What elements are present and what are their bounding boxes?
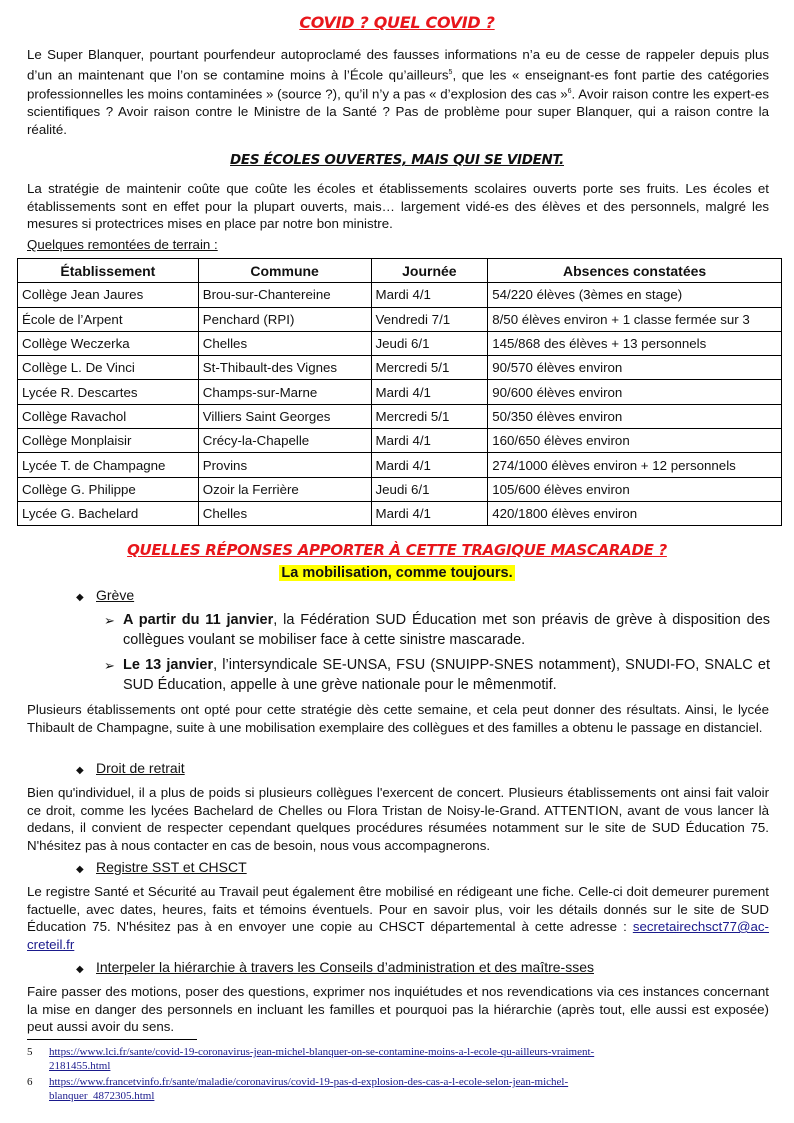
footnote-separator [27,1039,197,1040]
table-row [18,307,782,331]
highlight-line [0,564,794,582]
table-row [18,501,782,525]
footnote-number: 6 [27,1076,33,1088]
cell-journee: Mardi 4/1 [371,453,488,477]
greve-item-2-bold: Le 13 janvier [123,657,214,673]
bullet-hierarchie [76,959,594,975]
intro-paragraph [27,46,769,138]
absences-table [17,258,782,526]
footnote-5 [27,1045,747,1073]
table-row [18,429,782,453]
arrow-bullet-icon: ➢ [104,613,115,628]
bullet-retrait-label: Droit de retrait [96,760,185,776]
cell-commune: St-Thibault-des Vignes [198,356,371,380]
footnote-ref-5[interactable]: 5 [448,68,453,76]
cell-etablissement: Collège G. Philippe [18,477,199,501]
cell-commune: Penchard (RPI) [198,307,371,331]
arrow-bullet-icon: ➢ [104,658,115,673]
cell-commune: Chelles [198,331,371,355]
cell-absences: 90/570 élèves environ [488,356,782,380]
bullet-greve [76,587,134,603]
footnote-6 [27,1075,747,1103]
registre-text: Le registre Santé et Sécurité au Travail peut également être mobilisé en rédigeant une fiche. Celle-ci doit demeurer purement factuelle, avec dates, heures, faits et témoins éventuels. Pour en savoir plus, voir les détails donnés sur le site de SUD Éducation 75. N'hésitez pas à en envoyer une copie au CHSCT départemental à cette adresse : [27,884,769,934]
header-etablissement: Établissement [18,259,199,283]
cell-commune: Villiers Saint Georges [198,404,371,428]
table-row [18,283,782,307]
cell-etablissement: Collège Ravachol [18,404,199,428]
cell-commune: Provins [198,453,371,477]
greve-item-1-text: , la Fédération SUD Éducation met son préavis de grève à disposition des collègues voulant se mobiliser face à cette sinistre mascarade. [123,612,771,648]
greve-paragraph: Plusieurs établissements ont opté pour cette stratégie dès cette semaine, et cela peut donner des résultats. Ainsi, le lycée Thibault de Champagne, suite à une mobilisation exemplaire des collègues et des familles a obtenu le passage en distanciel. [27,702,769,735]
table-row [18,356,782,380]
cell-journee: Jeudi 6/1 [371,331,488,355]
cell-absences: 105/600 élèves environ [488,477,782,501]
table-row [18,453,782,477]
cell-commune: Brou-sur-Chantereine [198,283,371,307]
footnote-5-link-cont[interactable]: 2181455.html [49,1060,111,1072]
cell-commune: Chelles [198,501,371,525]
table-row [18,380,782,404]
cell-absences: 90/600 élèves environ [488,380,782,404]
chsct-email-link[interactable]: secretairechsct77@ac-creteil.fr [27,919,769,952]
cell-commune: Ozoir la Ferrière [198,477,371,501]
bullet-greve-label: Grève [96,587,135,603]
greve-item-2 [104,656,770,695]
retrait-paragraph: Bien qu'individuel, il a plus de poids si plusieurs collègues l'exercent de concert. Plusieurs établissements ont ainsi fait valoir ce droit, comme les lycées Bachelard de Chelles ou Flora Tristan de Noisy-le-Grand. ATTENTION, avant de vous lancer là dedans, il convient de respecter cependant quelques procédures résumées notamment sur le site de SUD Éducation 75. N'hésitez pas à nous contacter en cas de besoin, nous vous accompagnerons. [27,785,769,853]
cell-absences: 274/1000 élèves environ + 12 personnels [488,453,782,477]
diamond-bullet-icon: ◆ [76,864,84,875]
cell-journee: Mardi 4/1 [371,501,488,525]
bullet-registre-label: Registre SST et CHSCT [96,859,247,875]
registre-paragraph [27,883,769,953]
cell-journee: Mardi 4/1 [371,283,488,307]
cell-etablissement: Lycée T. de Champagne [18,453,199,477]
cell-etablissement: Collège Monplaisir [18,429,199,453]
cell-absences: 160/650 élèves environ [488,429,782,453]
cell-journee: Jeudi 6/1 [371,477,488,501]
cell-absences: 145/868 des élèves + 13 personnels [488,331,782,355]
footnote-6-link[interactable]: https://www.francetvinfo.fr/sante/maladie/coronavirus/covid-19-pas-d-explosion-des-cas-a-l-ecole-selon-jean-michel- [49,1076,569,1088]
diamond-bullet-icon: ◆ [76,765,84,776]
greve-item-1-bold: A partir du 11 janvier [123,612,274,628]
cell-absences: 8/50 élèves environ + 1 classe fermée sur 3 [488,307,782,331]
title-covid: COVID ? QUEL COVID ? [299,13,495,32]
bullet-retrait [76,760,185,776]
cell-etablissement: Collège Weczerka [18,331,199,355]
cell-journee: Mardi 4/1 [371,429,488,453]
hierarchie-paragraph: Faire passer des motions, poser des questions, exprimer nos inquiétudes et nos revendications via ces instances concernant la mise en danger des personnels en incluant les familles et pourquoi pas la hiérarchie (après tout, elle aussi est exposée) peut aussi avoir du sens. [27,984,769,1034]
cell-absences: 50/350 élèves environ [488,404,782,428]
diamond-bullet-icon: ◆ [76,592,84,603]
intro-text-b: , que les « enseignant-es font partie des catégories professionnelles les moins contaminées » (source ?), qu’il n’y a pas « d’explosion des cas » [27,66,770,102]
header-commune: Commune [198,259,371,283]
strategy-paragraph: La stratégie de maintenir coûte que coûte les écoles et établissements scolaires ouverts porte ses fruits. Les écoles et établissements sont en effet pour la plupart ouverts, mais… largement vidé-es des élèves et des personnels, malgré les mesures si protectrices mises en place par notre bon ministre. [27,181,769,231]
greve-item-1 [104,611,770,650]
title-ecoles: DES ÉCOLES OUVERTES, MAIS QUI SE VIDENT. [230,152,564,168]
intro-text-c: . Avoir raison contre les expert-es scientifiques ? Avoir raison contre le Ministre de la Santé ? Pas de problème pour super Blanquer, qui a raison contre la réalité. [27,86,769,137]
cell-commune: Champs-sur-Marne [198,380,371,404]
intro-text-a: Le Super Blanquer, pourtant pourfendeur autoproclamé des fausses informations n’a eu de cesse de rappeler depuis plus d’un an maintenant que l’on se contamine moins à l’École qu’ailleurs [27,47,769,82]
footnote-6-link-cont[interactable]: blanquer_4872305.html [49,1090,155,1102]
bullet-registre [76,859,247,875]
cell-commune: Crécy-la-Chapelle [198,429,371,453]
highlight-text: La mobilisation, comme toujours. [281,565,513,581]
table-row [18,477,782,501]
diamond-bullet-icon: ◆ [76,964,84,975]
header-absences: Absences constatées [488,259,782,283]
cell-etablissement: École de l’Arpent [18,307,199,331]
cell-journee: Vendredi 7/1 [371,307,488,331]
table-row [18,331,782,355]
cell-absences: 420/1800 élèves environ [488,501,782,525]
cell-journee: Mercredi 5/1 [371,356,488,380]
bullet-hierarchie-label: Interpeler la hiérarchie à travers les Conseils d’administration et des maître-sses [96,959,594,975]
field-reports-label: Quelques remontées de terrain : [27,237,218,252]
cell-journee: Mercredi 5/1 [371,404,488,428]
cell-etablissement: Collège Jean Jaures [18,283,199,307]
title-reponses: QUELLES RÉPONSES APPORTER À CETTE TRAGIQUE MASCARADE ? [127,541,667,559]
cell-etablissement: Lycée G. Bachelard [18,501,199,525]
table-row [18,404,782,428]
cell-absences: 54/220 élèves (3èmes en stage) [488,283,782,307]
footnote-ref-6[interactable]: 6 [567,88,572,96]
cell-journee: Mardi 4/1 [371,380,488,404]
cell-etablissement: Collège L. De Vinci [18,356,199,380]
header-journee: Journée [371,259,488,283]
footnote-number: 5 [27,1046,33,1058]
footnote-5-link[interactable]: https://www.lci.fr/sante/covid-19-coronavirus-jean-michel-blanquer-on-se-contamine-moins-a-l-ecole-qu-ailleurs-vraiment- [49,1046,595,1058]
table-header-row [18,259,782,283]
greve-item-2-text: , l’intersyndicale SE-UNSA, FSU (SNUIPP-SNES notamment), SNUDI-FO, SNALC et SUD Éducation, appelle à une grève nationale pour le mêmenmotif. [123,657,770,693]
cell-etablissement: Lycée R. Descartes [18,380,199,404]
